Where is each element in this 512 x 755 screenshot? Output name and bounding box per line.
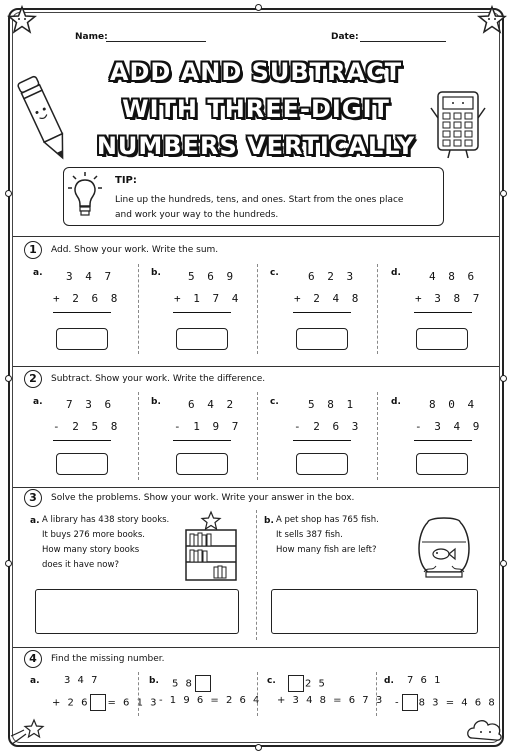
missing-bottom: [52, 694, 158, 711]
problem-top: 4 8 6: [429, 270, 478, 283]
problem-label: a.: [33, 268, 43, 278]
title-line-1: ADD AND SUBTRACT: [109, 58, 403, 86]
date-label: Date:: [331, 32, 359, 42]
word-problem-line: How many story books: [42, 545, 140, 555]
missing-bottom: + 3 4 8 = 6 7 3: [277, 695, 385, 706]
tip-text: Line up the hundreds, tens, and ones. Start from the ones place and work your way to the hundreds.: [115, 195, 404, 220]
answer-line: [414, 440, 472, 441]
problem-label: c.: [267, 676, 276, 686]
problem-top: 3 4 7: [66, 270, 115, 283]
answer-line: [53, 440, 111, 441]
shooting-star-icon: [10, 716, 44, 746]
section-divider: [13, 236, 499, 237]
answer-line: [53, 312, 111, 313]
problem-top: 5 8 1: [308, 398, 357, 411]
missing-top: 3 4 7: [64, 675, 100, 686]
answer-box[interactable]: [56, 453, 108, 475]
answer-line: [173, 440, 231, 441]
date-field[interactable]: [360, 41, 446, 42]
missing-top: [287, 675, 327, 692]
bookshelf-icon: [180, 510, 242, 582]
problem-bottom: - 1 9 7: [174, 420, 242, 433]
border-dot: [500, 560, 507, 567]
section-3-number: 3: [24, 489, 42, 507]
column-divider: [376, 672, 377, 716]
column-divider: [377, 392, 378, 480]
title-line-3: NUMBERS VERTICALLY: [96, 132, 416, 160]
problem-top: 6 2 3: [308, 270, 357, 283]
answer-box[interactable]: [296, 453, 348, 475]
border-dot: [255, 744, 262, 751]
problem-bottom: - 3 4 9: [415, 420, 483, 433]
answer-box[interactable]: [416, 453, 468, 475]
star-icon: [8, 6, 36, 34]
column-divider: [257, 672, 258, 716]
star-icon: [478, 6, 506, 34]
word-problem-line: It buys 276 more books.: [42, 530, 145, 540]
column-divider: [257, 392, 258, 480]
missing-top-pre: 5 8: [172, 678, 194, 690]
answer-line: [414, 312, 472, 313]
word-problem-line: A pet shop has 765 fish.: [276, 515, 379, 525]
problem-label: a.: [30, 516, 40, 526]
problem-label: d.: [384, 676, 394, 686]
lightbulb-icon: [67, 170, 103, 222]
column-divider: [138, 264, 139, 354]
problem-bottom: + 1 7 4: [174, 292, 242, 305]
missing-digit-box[interactable]: [288, 675, 304, 692]
border-dot: [5, 560, 12, 567]
column-divider: [138, 672, 139, 716]
problem-bottom: + 2 6 8: [53, 292, 121, 305]
pencil-icon: [20, 70, 68, 166]
word-problem-line: A library has 438 story books.: [42, 515, 170, 525]
section-1-instruction: Add. Show your work. Write the sum.: [51, 245, 219, 255]
column-divider: [256, 510, 257, 640]
problem-label: a.: [33, 397, 43, 407]
problem-label: b.: [149, 676, 159, 686]
calculator-icon: [430, 88, 486, 162]
problem-bottom: - 2 6 3: [294, 420, 362, 433]
missing-bottom-post: 8 3 = 4 6 8: [418, 697, 497, 709]
missing-bottom: - 1 9 6 = 2 6 4: [159, 695, 262, 706]
cloud-icon: [466, 714, 504, 744]
border-dot: [500, 375, 507, 382]
word-problem-a: [42, 513, 169, 573]
tip-label: TIP:: [115, 175, 137, 186]
problem-bottom: + 3 8 7: [415, 292, 483, 305]
problem-top: 8 0 4: [429, 398, 478, 411]
column-divider: [377, 264, 378, 354]
answer-box[interactable]: [176, 328, 228, 350]
problem-label: d.: [391, 268, 401, 278]
answer-box[interactable]: [416, 328, 468, 350]
missing-digit-box[interactable]: [195, 675, 211, 692]
section-4-number: 4: [24, 650, 42, 668]
problem-label: c.: [270, 397, 279, 407]
missing-bottom-post: = 6 1 3: [107, 697, 159, 709]
answer-box[interactable]: [176, 453, 228, 475]
missing-top: 7 6 1: [407, 675, 443, 686]
title-line-2: WITH THREE-DIGIT: [122, 95, 390, 123]
problem-label: b.: [151, 268, 161, 278]
answer-line: [293, 440, 351, 441]
name-label: Name:: [75, 32, 108, 42]
problem-label: a.: [30, 676, 40, 686]
problem-bottom: - 2 5 8: [53, 420, 121, 433]
section-3-instruction: Solve the problems. Show your work. Write your answer in the box.: [51, 493, 355, 503]
missing-bottom-pre: + 2 6: [52, 697, 90, 709]
missing-digit-box[interactable]: [402, 694, 418, 711]
answer-box[interactable]: [56, 328, 108, 350]
word-problem-line: It sells 387 fish.: [276, 530, 343, 540]
problem-label: b.: [264, 516, 274, 526]
problem-label: c.: [270, 268, 279, 278]
missing-top-post: 2 5: [305, 678, 327, 690]
problem-label: d.: [391, 397, 401, 407]
word-problem-line: How many fish are left?: [276, 545, 377, 555]
border-dot: [255, 4, 262, 11]
missing-bottom-pre: -: [395, 697, 401, 709]
section-2-number: 2: [24, 370, 42, 388]
name-field[interactable]: [106, 41, 206, 42]
border-dot: [5, 190, 12, 197]
column-divider: [138, 392, 139, 480]
column-divider: [257, 264, 258, 354]
missing-bottom: [395, 694, 497, 711]
problem-bottom: + 2 4 8: [294, 292, 362, 305]
fishbowl-icon: [414, 512, 474, 580]
section-4-instruction: Find the missing number.: [51, 654, 165, 664]
problem-top: 5 6 9: [188, 270, 237, 283]
border-dot: [5, 375, 12, 382]
section-divider: [13, 487, 499, 488]
answer-line: [173, 312, 231, 313]
problem-label: b.: [151, 397, 161, 407]
missing-digit-box[interactable]: [90, 694, 106, 711]
section-1-number: 1: [24, 241, 42, 259]
problem-top: 7 3 6: [66, 398, 115, 411]
answer-box-large[interactable]: [35, 589, 239, 634]
section-2-instruction: Subtract. Show your work. Write the difference.: [51, 374, 266, 384]
word-problem-b: [276, 513, 379, 558]
section-divider: [13, 366, 499, 367]
answer-box-large[interactable]: [271, 589, 478, 634]
missing-top: [172, 675, 212, 692]
border-dot: [500, 190, 507, 197]
word-problem-line: does it have now?: [42, 560, 119, 570]
section-divider: [13, 647, 499, 648]
problem-top: 6 4 2: [188, 398, 237, 411]
answer-box[interactable]: [296, 328, 348, 350]
answer-line: [293, 312, 351, 313]
